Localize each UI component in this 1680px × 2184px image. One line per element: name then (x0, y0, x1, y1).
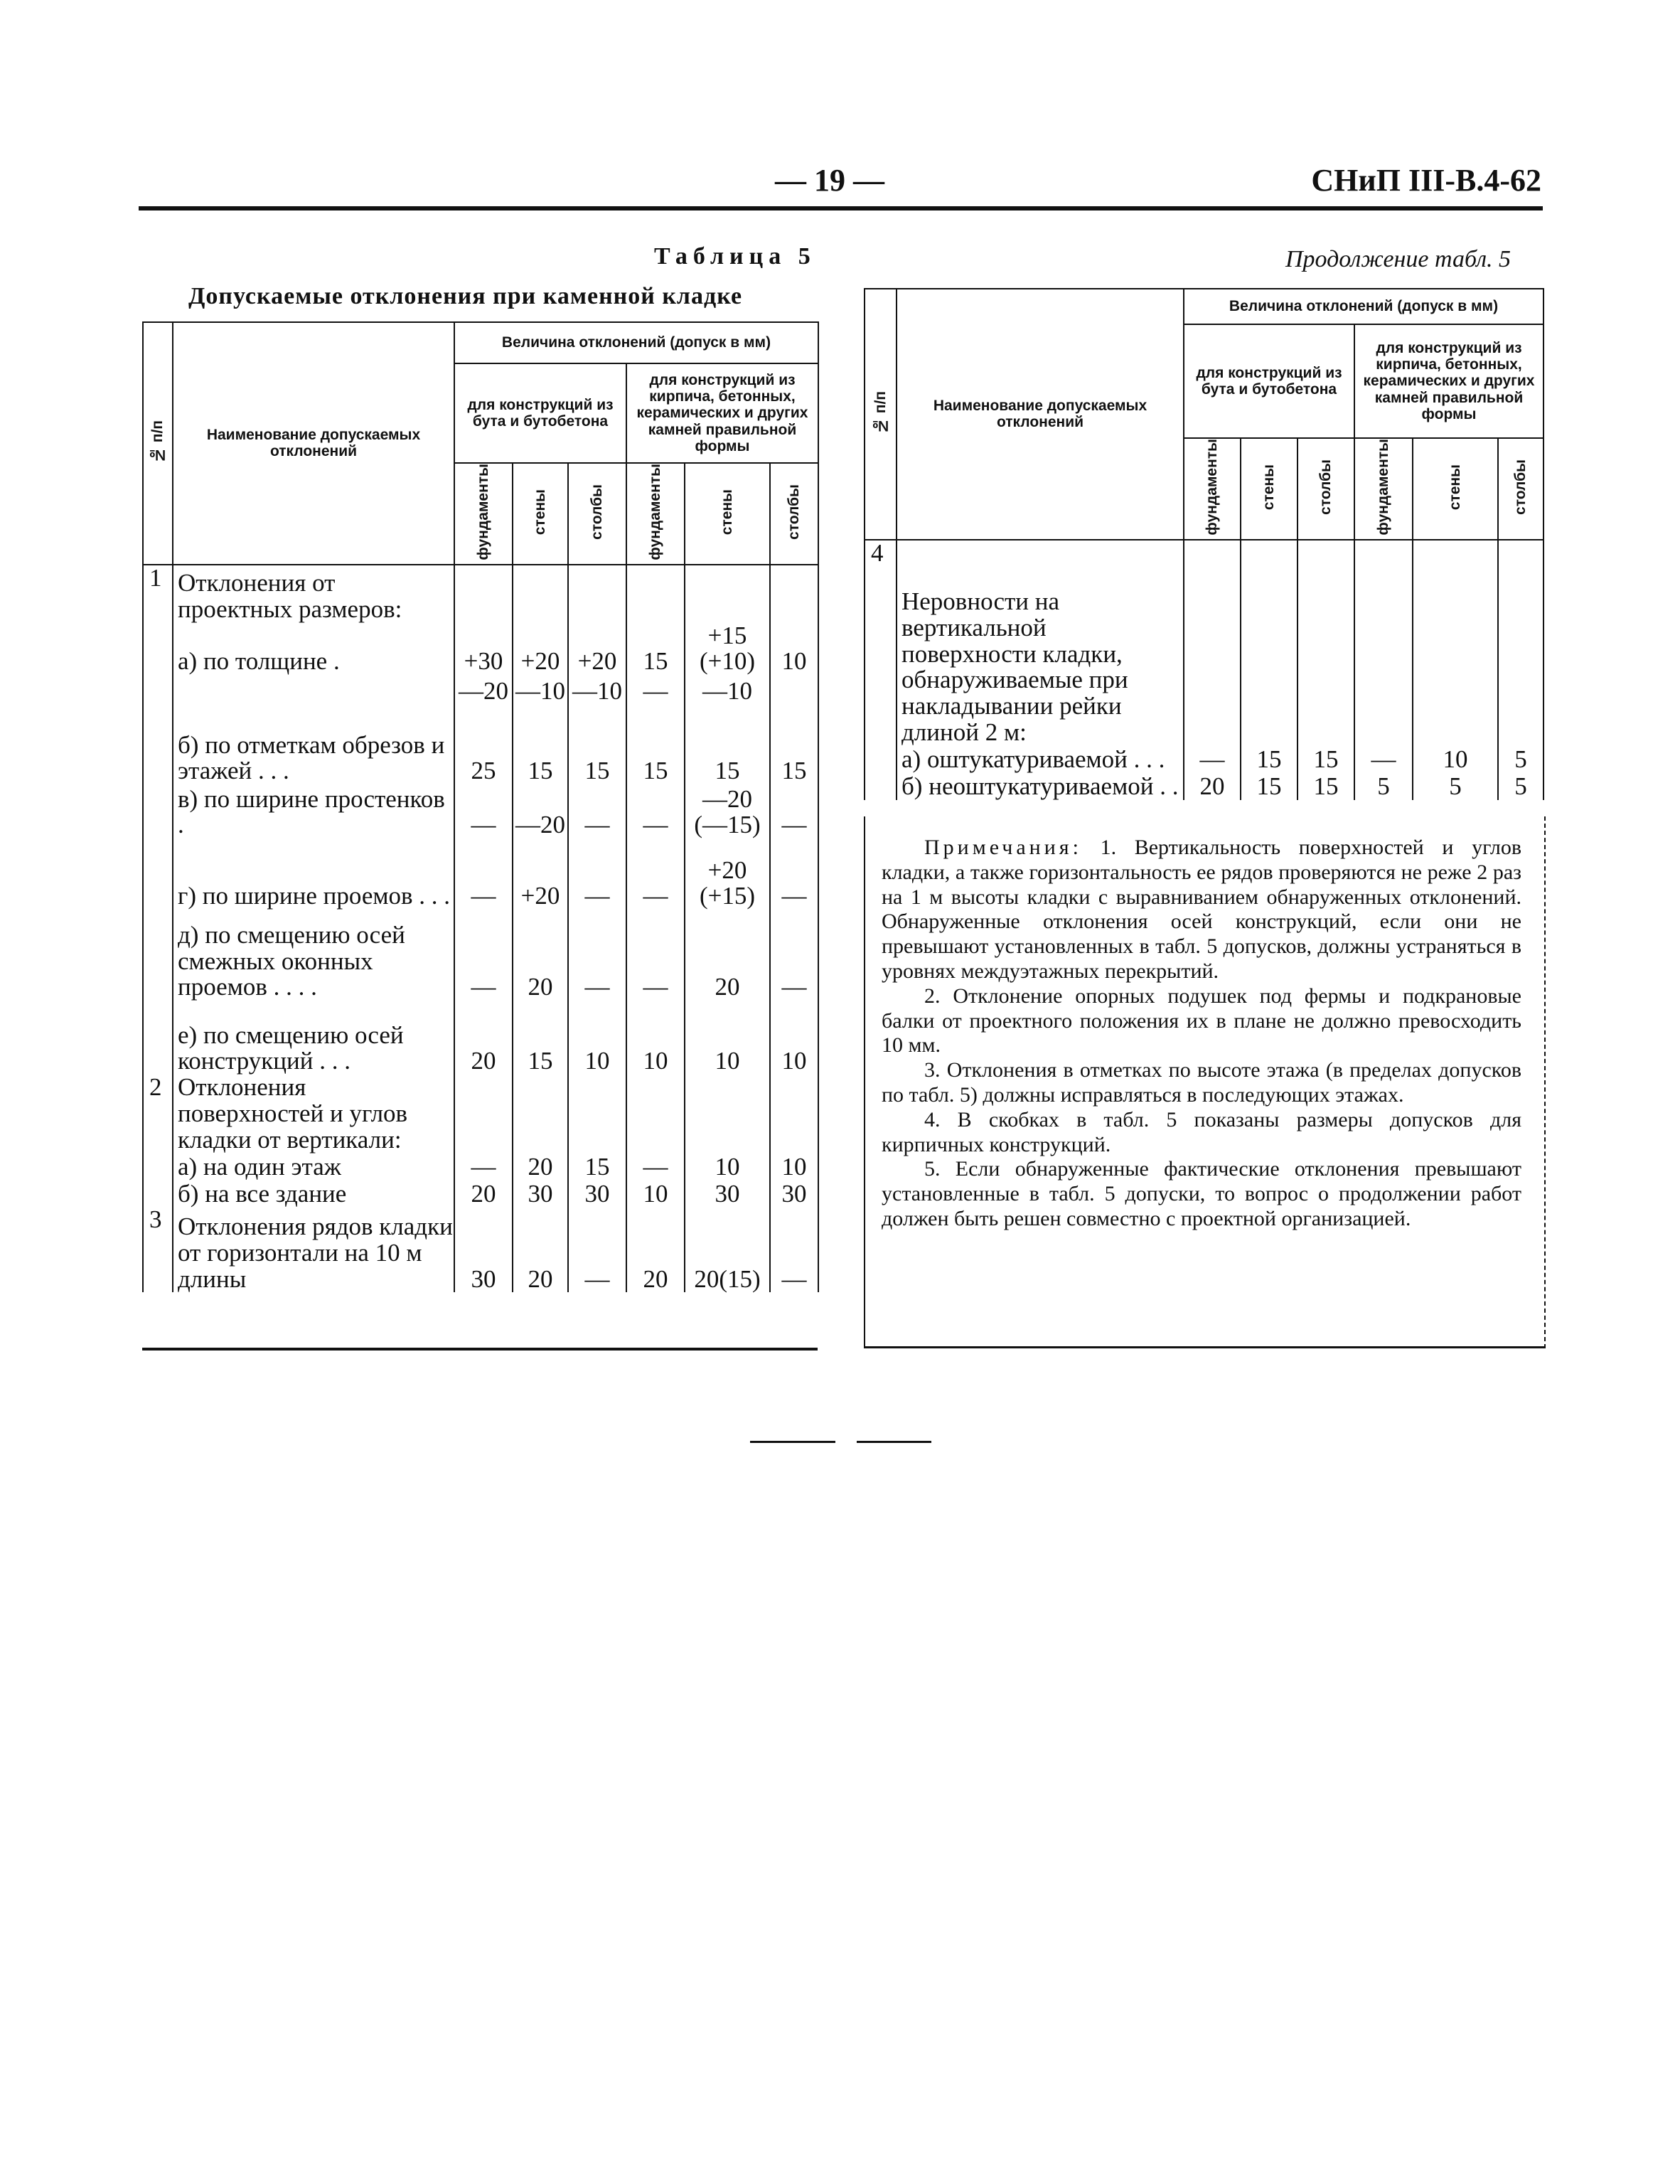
col-name-header: Наименование допускаемых отклонений (173, 322, 454, 565)
table-label: Таблица 5 (654, 243, 816, 270)
value-cell: — (626, 1153, 685, 1180)
sub-header: столбы (1498, 438, 1543, 540)
table-row (143, 910, 818, 1001)
value-group-header: Величина отклонений (допуск в мм) (454, 322, 818, 363)
value-cell (1354, 540, 1413, 746)
value-group-header: Величина отклонений (допуск в мм) (1184, 289, 1543, 324)
table-row (143, 1153, 818, 1180)
tolerance-table-right (864, 288, 1544, 800)
sub-header: стены (1413, 438, 1498, 540)
value-cell: 25 (454, 705, 513, 784)
value-cell: — (770, 838, 818, 910)
value-cell: 20 (1184, 773, 1241, 800)
value-cell: 10 (568, 1001, 626, 1075)
value-cell: 15 (626, 623, 685, 676)
value-cell: — (1354, 746, 1413, 773)
row-number (865, 773, 897, 800)
value-cell: 15 (1241, 746, 1298, 773)
page-number: — 19 — (775, 163, 884, 198)
value-cell: 10 (1413, 746, 1498, 773)
group-a-header: для конструкций из бута и бутобетона (1184, 324, 1354, 438)
row-name: Отклонения рядов кладки от горизонтали на 10 м длины (173, 1207, 454, 1292)
value-cell (770, 1075, 818, 1153)
table-title: Допускаемые отклонения при каменной кладке (188, 283, 743, 309)
value-cell: 30 (770, 1180, 818, 1207)
value-cell (626, 1075, 685, 1153)
row-number (143, 675, 173, 705)
row-name: а) по толщине . (173, 623, 454, 676)
value-cell (770, 565, 818, 623)
value-cell: — (1184, 746, 1241, 773)
value-cell (1184, 540, 1241, 746)
value-cell: — (770, 910, 818, 1001)
value-cell (513, 565, 568, 623)
value-cell: —20 (454, 675, 513, 705)
sub-header: фундаменты (626, 463, 685, 565)
value-cell (1498, 540, 1543, 746)
value-cell: +15 (+10) (685, 623, 770, 676)
row-name: Неровности на вертикальной поверхности кладки, обнаруживаемые при накладывании рейки длиной 2 м: (897, 540, 1184, 746)
row-number (865, 746, 897, 773)
row-number (143, 910, 173, 1001)
value-cell (626, 565, 685, 623)
value-cell: — (568, 910, 626, 1001)
table-row (143, 784, 818, 838)
value-cell: 20 (454, 1001, 513, 1075)
value-cell: +20 (568, 623, 626, 676)
value-cell: —10 (568, 675, 626, 705)
row-name: е) по смещению осей конструкций . . . (173, 1001, 454, 1075)
value-cell (770, 675, 818, 705)
table-continuation-label: Продолжение табл. 5 (1285, 246, 1512, 272)
sub-header: столбы (1298, 438, 1354, 540)
value-cell: 20(15) (685, 1207, 770, 1292)
row-number: 3 (143, 1207, 173, 1292)
row-number: 4 (865, 540, 897, 746)
table-row (143, 1207, 818, 1292)
value-cell: 15 (568, 705, 626, 784)
sub-header: фундаменты (1184, 438, 1241, 540)
sub-header: столбы (568, 463, 626, 565)
sub-header: стены (1241, 438, 1298, 540)
table-row (143, 565, 818, 623)
sub-header: стены (685, 463, 770, 565)
value-cell: 30 (454, 1207, 513, 1292)
value-cell: 30 (568, 1180, 626, 1207)
value-cell: 15 (1298, 746, 1354, 773)
value-cell: +20 (+15) (685, 838, 770, 910)
value-cell (454, 1075, 513, 1153)
row-name: б) по отметкам обрезов и этажей . . . (173, 705, 454, 784)
value-cell: 5 (1498, 746, 1543, 773)
table-row (143, 838, 818, 910)
table-row (143, 1180, 818, 1207)
value-cell (568, 1075, 626, 1153)
value-cell: 15 (685, 705, 770, 784)
value-cell: 10 (685, 1001, 770, 1075)
table-bottom-rule (142, 1348, 818, 1351)
row-name: б) неоштукатуриваемой . . (897, 773, 1184, 800)
value-cell: —10 (685, 675, 770, 705)
value-cell: — (626, 910, 685, 1001)
value-cell: 10 (685, 1153, 770, 1180)
value-cell: — (626, 784, 685, 838)
document-code: СНиП III-В.4-62 (1311, 163, 1541, 198)
row-name: д) по смещению осей смежных оконных проемов . . . . (173, 910, 454, 1001)
row-number (143, 838, 173, 910)
value-cell: 5 (1354, 773, 1413, 800)
value-cell: 10 (770, 1153, 818, 1180)
note-2: 2. Отклонение опорных подушек под фермы и подкрановые балки от проектного положения их в плане не должно превосходить 10 мм. (882, 984, 1521, 1058)
header-rule (139, 206, 1543, 211)
group-b-header: для конструкций из кирпича, бетонных, керамических и других камней правильной формы (626, 363, 818, 463)
sub-header: фундаменты (1354, 438, 1413, 540)
value-cell: 5 (1498, 773, 1543, 800)
row-number (143, 1153, 173, 1180)
end-rule-left (750, 1441, 835, 1443)
value-cell: 15 (1298, 773, 1354, 800)
value-cell (685, 1075, 770, 1153)
note-4: 4. В скобках в табл. 5 показаны размеры допусков для кирпичных конструкций. (882, 1107, 1521, 1156)
value-cell: 15 (513, 1001, 568, 1075)
value-cell: —20 (513, 784, 568, 838)
value-cell (454, 565, 513, 623)
tolerance-table-left (142, 321, 819, 1292)
col-name-header: Наименование допускаемых отклонений (897, 289, 1184, 540)
value-cell: +20 (513, 838, 568, 910)
value-cell (1241, 540, 1298, 746)
table-row (143, 623, 818, 676)
value-cell: — (626, 675, 685, 705)
value-cell: 5 (1413, 773, 1498, 800)
row-name: г) по ширине проемов . . . (173, 838, 454, 910)
value-cell: 10 (626, 1001, 685, 1075)
value-cell: 15 (513, 705, 568, 784)
end-rule-right (857, 1441, 931, 1443)
value-cell: — (568, 1207, 626, 1292)
table-row (143, 675, 818, 705)
value-cell: 15 (1241, 773, 1298, 800)
sub-header: фундаменты (454, 463, 513, 565)
value-cell: 20 (513, 1153, 568, 1180)
value-cell: — (626, 838, 685, 910)
table-row (143, 705, 818, 784)
value-cell (568, 565, 626, 623)
value-cell (685, 565, 770, 623)
value-cell: +30 (454, 623, 513, 676)
table-row (143, 1075, 818, 1153)
row-name (173, 675, 454, 705)
value-cell: — (454, 1153, 513, 1180)
row-name: б) на все здание (173, 1180, 454, 1207)
sub-header: стены (513, 463, 568, 565)
value-cell: 20 (513, 910, 568, 1001)
value-cell: 10 (626, 1180, 685, 1207)
value-cell: — (454, 784, 513, 838)
value-cell: 30 (685, 1180, 770, 1207)
value-cell: —20 (—15) (685, 784, 770, 838)
value-cell: — (568, 784, 626, 838)
row-number (143, 623, 173, 676)
col-num-header: № п/п (865, 289, 897, 540)
table-row (865, 773, 1543, 800)
table-row (865, 746, 1543, 773)
value-cell: 10 (770, 1001, 818, 1075)
value-cell: 20 (454, 1180, 513, 1207)
value-cell: +20 (513, 623, 568, 676)
col-num-header: № п/п (143, 322, 173, 565)
value-cell: — (568, 838, 626, 910)
value-cell: 20 (513, 1207, 568, 1292)
group-b-header: для конструкций из кирпича, бетонных, керамических и других камней правильной формы (1354, 324, 1543, 438)
value-cell: — (454, 838, 513, 910)
row-name: а) оштукатуриваемой . . . (897, 746, 1184, 773)
value-cell: — (454, 910, 513, 1001)
table-row (143, 1001, 818, 1075)
note-5: 5. Если обнаруженные фактические отклонения превышают установленные в табл. 5 допуски, то вопрос о продолжении работ должен быть решен совместно с проектной организацией. (882, 1157, 1521, 1230)
row-number (143, 784, 173, 838)
sub-header: столбы (770, 463, 818, 565)
row-name: Отклонения поверхностей и углов кладки от вертикали: (173, 1075, 454, 1153)
row-name: в) по ширине простенков . (173, 784, 454, 838)
notes (882, 836, 1521, 1232)
row-number (143, 705, 173, 784)
value-cell: — (770, 1207, 818, 1292)
value-cell: 15 (770, 705, 818, 784)
value-cell (1298, 540, 1354, 746)
row-number (143, 1001, 173, 1075)
note-1: Примечания: 1. Вертикальность поверхностей и углов кладки, а также горизонтальность ее рядов проверяются не реже 2 раз на 1 м высоты кладки с выравниванием обнаруженных отклонений. Обнаруженные отклонения осей конструкций, если они не превышают установленных в табл. 5 допусков, должны устраняться в уровнях междуэтажных перекрытий. (882, 836, 1521, 983)
value-cell (513, 1075, 568, 1153)
value-cell: 15 (626, 705, 685, 784)
row-name: Отклонения от проектных размеров: (173, 565, 454, 623)
row-number (143, 1180, 173, 1207)
row-name: а) на один этаж (173, 1153, 454, 1180)
note-3: 3. Отклонения в отметках по высоте этажа (в пределах допусков по табл. 5) должны исправляться в последующих этажах. (882, 1058, 1521, 1107)
value-cell (1413, 540, 1498, 746)
value-cell: —10 (513, 675, 568, 705)
row-number: 1 (143, 565, 173, 623)
table-row (865, 540, 1543, 746)
value-cell: 20 (626, 1207, 685, 1292)
value-cell: — (770, 784, 818, 838)
value-cell: 20 (685, 910, 770, 1001)
value-cell: 15 (568, 1153, 626, 1180)
value-cell: 30 (513, 1180, 568, 1207)
row-number: 2 (143, 1075, 173, 1153)
group-a-header: для конструкций из бута и бутобетона (454, 363, 626, 463)
value-cell: 10 (770, 623, 818, 676)
